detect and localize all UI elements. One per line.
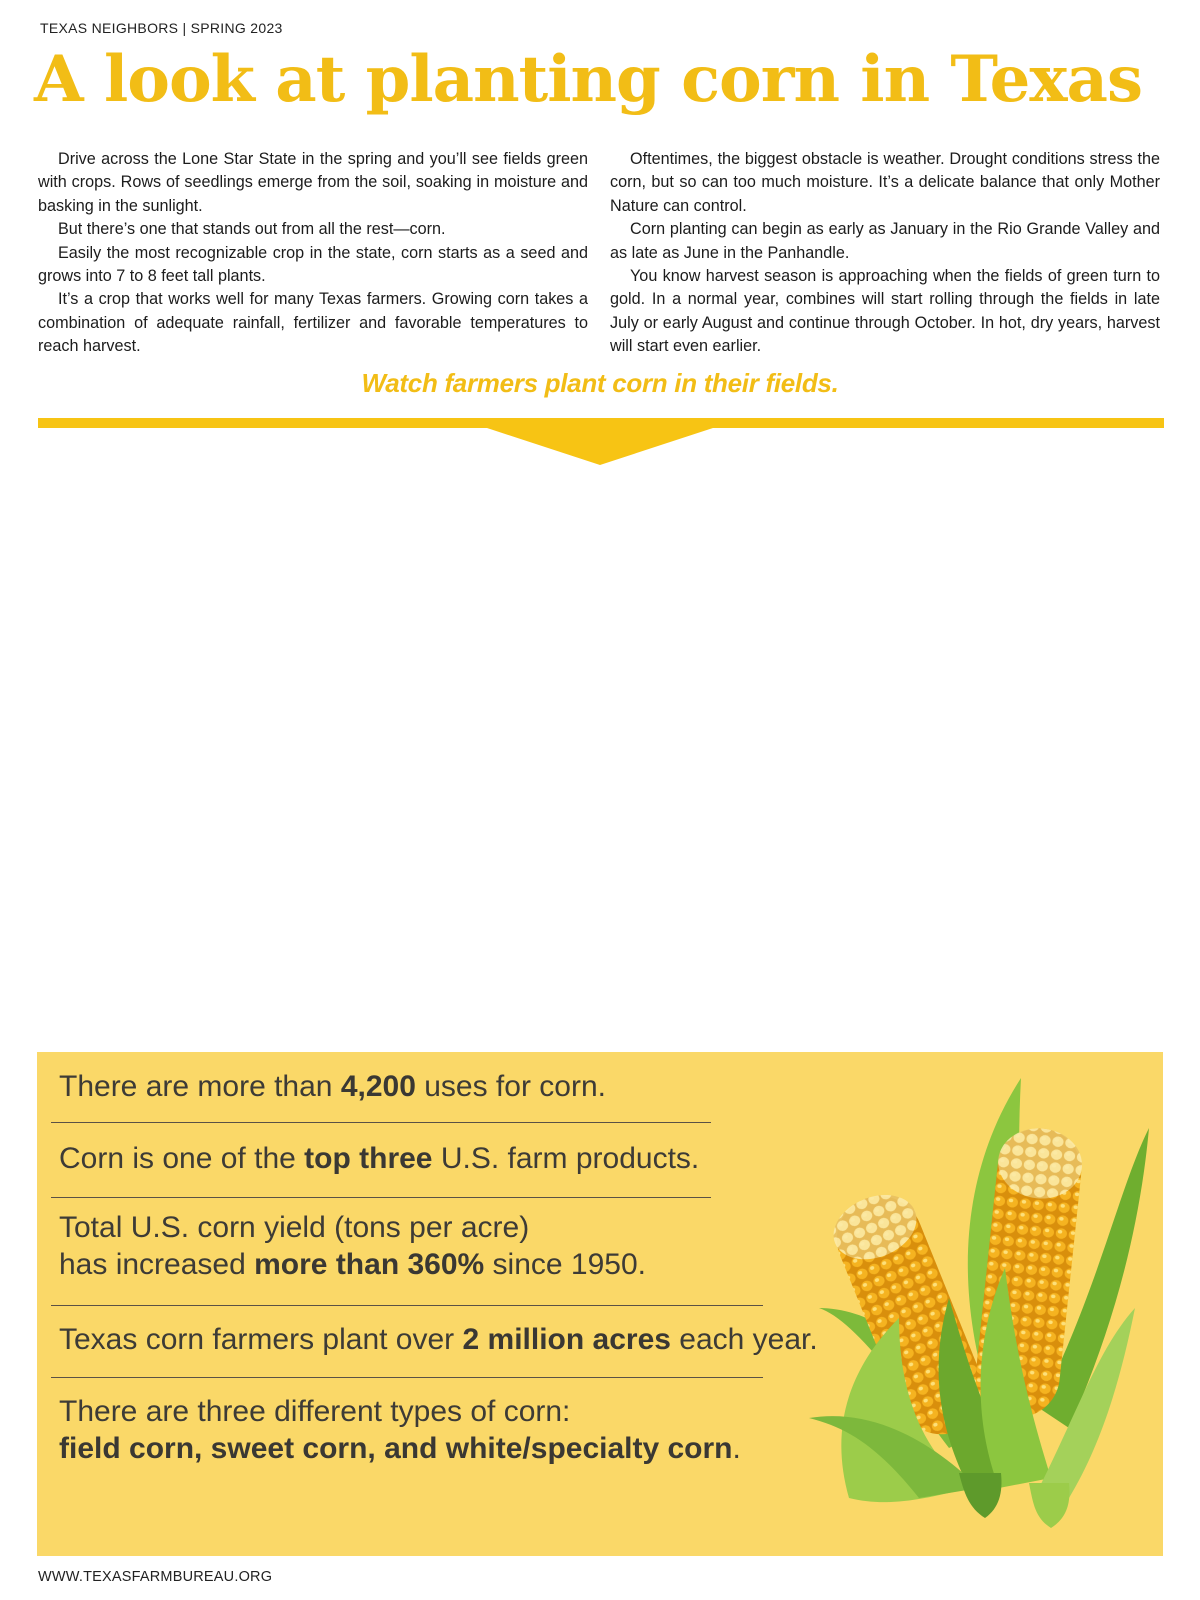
article-column-left [38,148,588,359]
fact-top-three: Corn is one of the top three U.S. farm products. [59,1142,700,1175]
article-column-right [610,148,1160,359]
paragraph: But there’s one that stands out from all the rest—corn. [58,220,446,239]
paragraph: Drive across the Lone Star State in the spring and you’ll see fields green with crops. Rows of seedlings emerge from the soil, soaking in moisture and basking in the sunlight. [38,150,588,215]
fact-divider [51,1377,763,1378]
fact-divider [51,1197,711,1198]
fact-divider [51,1305,763,1306]
fact-uses: There are more than 4,200 uses for corn. [59,1070,606,1103]
page-title: A look at planting corn in Texas [34,42,1143,117]
issue-kicker: TEXAS NEIGHBORS | SPRING 2023 [40,20,283,36]
fact-types: There are three different types of corn: field corn, sweet corn, and white/specialty corn. [59,1395,741,1465]
paragraph: Oftentimes, the biggest obstacle is weather. Drought conditions stress the corn, but so can too much moisture. It’s a delicate balance that only Mother Nature can control. [610,150,1160,215]
corn-cobs-illustration [789,1068,1159,1538]
paragraph: Corn planting can begin as early as January in the Rio Grande Valley and as late as June in the Panhandle. [610,220,1160,262]
fact-divider [51,1122,711,1123]
video-callout[interactable]: Watch farmers plant corn in their fields. [361,368,839,398]
down-arrow-icon [484,427,716,467]
paragraph: It’s a crop that works well for many Texas farmers. Growing corn takes a combination of adequate rainfall, fertilizer and favorable temperatures to reach harvest. [38,290,588,356]
fact-yield: Total U.S. corn yield (tons per acre) has increased more than 360% since 1950. [59,1211,646,1281]
fact-panel [37,1052,1163,1556]
footer-url[interactable]: WWW.TEXASFARMBUREAU.ORG [38,1569,273,1585]
paragraph: Easily the most recognizable crop in the state, corn starts as a seed and grows into 7 to 8 feet tall plants. [38,243,588,286]
fact-acres: Texas corn farmers plant over 2 million acres each year. [59,1323,818,1356]
paragraph: You know harvest season is approaching when the fields of green turn to gold. In a normal year, combines will start rolling through the fields in late July or early August and continue through October. In hot, dry years, harvest will start even earlier. [610,267,1160,356]
